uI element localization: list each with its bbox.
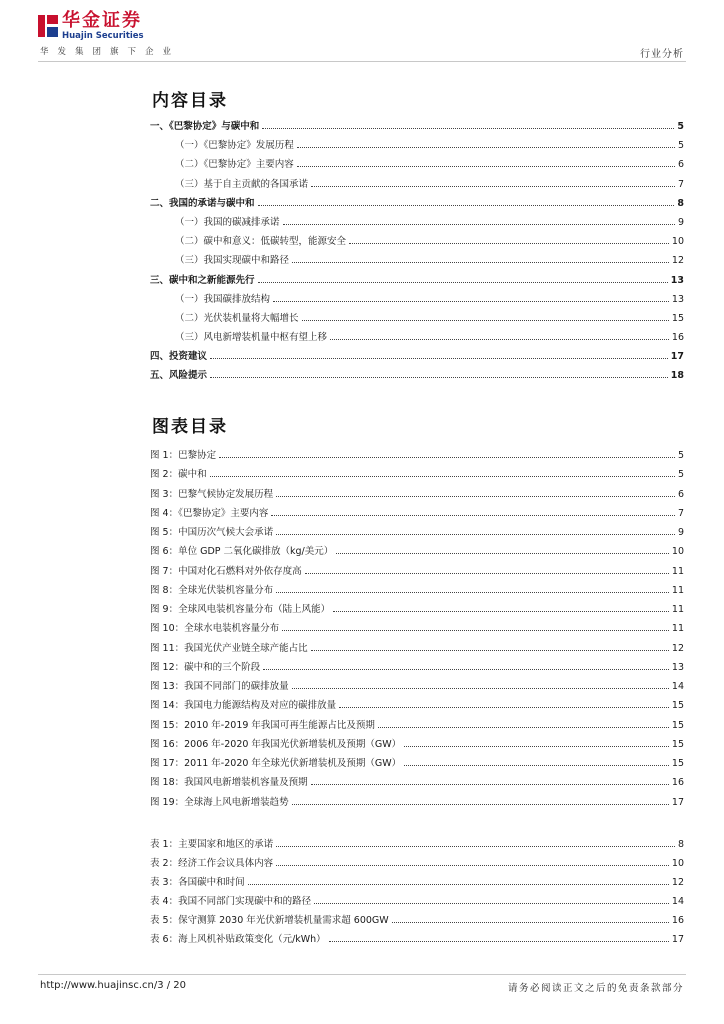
figure-entry[interactable] [150, 562, 684, 581]
toc-entry[interactable] [150, 251, 684, 270]
dot-leader [311, 784, 669, 785]
dot-leader [276, 496, 675, 497]
figure-entry-page-number: 17 [671, 796, 684, 808]
toc-entry[interactable] [150, 271, 684, 290]
dot-leader [210, 476, 675, 477]
figure-entry[interactable] [150, 504, 684, 523]
toc-entry-label: （一）《巴黎协定》发展历程 [175, 140, 294, 152]
figure-entry[interactable] [150, 677, 684, 696]
toc-entry-label: （二）《巴黎协定》主要内容 [175, 159, 294, 171]
toc-entry[interactable] [150, 117, 684, 136]
dot-leader [392, 922, 669, 923]
dot-leader [305, 573, 669, 574]
table-entry[interactable] [150, 930, 684, 949]
figure-entry-label: 图 6：单位 GDP 二氧化碳排放（kg/美元） [150, 546, 334, 558]
dot-leader [283, 224, 675, 225]
figures-list [150, 446, 684, 812]
toc-entry-page-number: 7 [677, 178, 684, 190]
footer-divider [38, 974, 686, 975]
table-entry-label: 表 3：各国碳中和时间 [150, 877, 245, 889]
toc-entry[interactable] [150, 136, 684, 155]
figure-entry[interactable] [150, 465, 684, 484]
figure-entry-label: 图 18：我国风电新增装机容量及预期 [150, 777, 308, 789]
figure-entry-page-number: 10 [671, 546, 684, 558]
dot-leader [378, 727, 669, 728]
figure-entry-label: 图 2：碳中和 [150, 469, 207, 481]
table-entry[interactable] [150, 854, 684, 873]
dot-leader [404, 746, 669, 747]
footer-disclaimer: 请务必阅读正文之后的免责条款部分 [507, 983, 684, 994]
figure-entry-page-number: 15 [671, 738, 684, 750]
toc-entry[interactable] [150, 366, 684, 385]
figure-entry-page-number: 6 [677, 488, 684, 500]
table-entry-label: 表 2：经济工作会议具体内容 [150, 858, 274, 870]
figure-entry[interactable] [150, 639, 684, 658]
dot-leader [276, 534, 675, 535]
toc-entry[interactable] [150, 213, 684, 232]
dot-leader [297, 147, 675, 148]
dot-leader [311, 650, 669, 651]
table-entry-page-number: 17 [671, 934, 684, 946]
figure-entry[interactable] [150, 658, 684, 677]
dot-leader [276, 865, 669, 866]
figure-entry-page-number: 11 [671, 623, 684, 635]
dot-leader [210, 358, 668, 359]
tables-list [150, 835, 684, 950]
figure-entry-page-number: 5 [677, 450, 684, 461]
table-entry[interactable] [150, 911, 684, 930]
figure-entry-label: 图 17：2011 年-2020 年全球光伏新增装机及预期（GW） [150, 758, 402, 769]
figure-entry-page-number: 11 [671, 584, 684, 596]
dot-leader [276, 592, 669, 593]
toc-entry-label: （三）我国实现碳中和路径 [175, 255, 290, 267]
toc-entry[interactable] [150, 175, 684, 194]
toc-entry-page-number: 5 [677, 121, 684, 132]
figure-entry[interactable] [150, 581, 684, 600]
dot-leader [219, 457, 675, 458]
dot-leader [292, 688, 669, 689]
report-category: 行业分析 [640, 49, 684, 60]
toc-entry-page-number: 5 [677, 140, 684, 152]
figure-entry[interactable] [150, 735, 684, 754]
dot-leader [333, 611, 669, 612]
dot-leader [273, 301, 669, 302]
toc-entry-label: （三）基于自主贡献的各国承诺 [175, 178, 309, 190]
table-entry-label: 表 4：我国不同部门实现碳中和的路径 [150, 896, 312, 908]
figure-entry-label: 图 14：我国电力能源结构及对应的碳排放量 [150, 700, 337, 712]
toc-entry[interactable] [150, 194, 684, 213]
table-entry-label: 表 5：保守测算 2030 年光伏新增装机量需求超 600GW [150, 915, 389, 927]
dot-leader [329, 941, 669, 942]
figure-entry-page-number: 13 [671, 661, 684, 673]
toc-entry-label: （三）风电新增装机量中枢有望上移 [175, 332, 328, 344]
toc-entry-label: （一）我国的碳减排承诺 [175, 216, 280, 228]
figure-entry-label: 图 13：我国不同部门的碳排放量 [150, 681, 289, 692]
logo-mark-icon [38, 15, 58, 37]
dot-leader [258, 282, 668, 283]
table-entry-page-number: 8 [677, 839, 684, 850]
figure-entry[interactable] [150, 446, 684, 465]
dot-leader [330, 339, 669, 340]
dot-leader [271, 515, 675, 516]
table-entry-label: 表 1：主要国家和地区的承诺 [150, 839, 274, 850]
logo-name-en: Huajin Securities [62, 31, 144, 41]
figure-entry[interactable] [150, 523, 684, 542]
logo-name-cn: 华金证券 [62, 10, 142, 31]
table-entry[interactable] [150, 873, 684, 892]
figure-entry-label: 图 19：全球海上风电新增装趋势 [150, 796, 289, 808]
table-entry-page-number: 10 [671, 858, 684, 870]
figure-entry[interactable] [150, 485, 684, 504]
figure-entry-page-number: 7 [677, 507, 684, 519]
company-logo [38, 12, 144, 41]
figure-entry[interactable] [150, 716, 684, 735]
figure-entry-label: 图 12：碳中和的三个阶段 [150, 661, 261, 673]
figure-entry-label: 图 9：全球风电装机容量分布（陆上风能） [150, 604, 331, 615]
dot-leader [276, 846, 675, 847]
dot-leader [263, 669, 669, 670]
figure-entry-page-number: 12 [671, 642, 684, 654]
table-entry-label: 表 6：海上风机补贴政策变化（元/kWh） [150, 934, 326, 946]
dot-leader [292, 262, 669, 263]
toc-entry-label: （一）我国碳排放结构 [175, 293, 271, 305]
dot-leader [404, 765, 669, 766]
dot-leader [349, 243, 669, 244]
dot-leader [262, 128, 674, 129]
group-tagline: 华发集团旗下企业 [40, 47, 181, 57]
figure-entry-label: 图 15：2010 年-2019 年我国可再生能源占比及预期 [150, 719, 375, 731]
dot-leader [314, 903, 669, 904]
dot-leader [258, 205, 675, 206]
toc-entry[interactable] [150, 155, 684, 174]
toc-entry-label: 一、《巴黎协定》与碳中和 [150, 121, 260, 132]
toc-entry-label: 四、投资建议 [150, 351, 208, 363]
dot-leader [292, 804, 669, 805]
figure-entry-page-number: 11 [671, 604, 684, 615]
toc-entry-page-number: 18 [670, 370, 684, 382]
toc-entry[interactable] [150, 309, 684, 328]
figure-entry-page-number: 14 [671, 681, 684, 692]
figure-entry-label: 图 1：巴黎协定 [150, 450, 217, 461]
toc-entry-label: （二）碳中和意义：低碳转型，能源安全 [175, 236, 347, 248]
toc-entry-page-number: 16 [671, 332, 684, 344]
table-entry-page-number: 14 [671, 896, 684, 908]
toc-entry-page-number: 12 [671, 255, 684, 267]
figure-entry[interactable] [150, 754, 684, 773]
table-entry[interactable] [150, 892, 684, 911]
dot-leader [339, 707, 669, 708]
figure-entry-label: 图 10：全球水电装机容量分布 [150, 623, 280, 635]
figure-entry-page-number: 9 [677, 527, 684, 538]
table-entry-page-number: 12 [671, 877, 684, 889]
contents-list [150, 117, 684, 386]
contents-title: 内容目录 [152, 91, 228, 111]
table-entry-page-number: 16 [671, 915, 684, 927]
dot-leader [248, 884, 669, 885]
dot-leader [297, 166, 675, 167]
footer-url[interactable]: http://www.huajinsc.cn/3 / 20 [40, 980, 187, 991]
figures-title: 图表目录 [152, 417, 228, 437]
figure-entry-label: 图 4：《巴黎协定》主要内容 [150, 507, 269, 519]
figure-entry-page-number: 16 [671, 777, 684, 789]
toc-entry-label: 五、风险提示 [150, 370, 208, 382]
figure-entry[interactable] [150, 542, 684, 561]
figure-entry-page-number: 5 [677, 469, 684, 481]
figure-entry-label: 图 11：我国光伏产业链全球产能占比 [150, 642, 308, 654]
toc-entry[interactable] [150, 328, 684, 347]
figure-entry[interactable] [150, 773, 684, 792]
toc-entry[interactable] [150, 290, 684, 309]
toc-entry-page-number: 10 [671, 236, 684, 248]
figure-entry-label: 图 5：中国历次气候大会承诺 [150, 527, 274, 538]
toc-entry-page-number: 13 [671, 293, 684, 305]
toc-entry-label: 三、碳中和之新能源先行 [150, 274, 255, 286]
figure-entry[interactable] [150, 793, 684, 812]
figure-entry-page-number: 15 [671, 758, 684, 769]
table-entry[interactable] [150, 835, 684, 854]
header-divider [38, 61, 686, 62]
figure-entry-page-number: 15 [671, 700, 684, 712]
figure-entry-label: 图 3：巴黎气候协定发展历程 [150, 488, 274, 500]
figure-entry[interactable] [150, 619, 684, 638]
toc-entry-page-number: 17 [670, 351, 684, 363]
toc-entry-page-number: 8 [677, 197, 684, 209]
toc-entry[interactable] [150, 347, 684, 366]
dot-leader [311, 186, 675, 187]
figure-entry-page-number: 15 [671, 719, 684, 731]
figure-entry-label: 图 16：2006 年-2020 年我国光伏新增装机及预期（GW） [150, 738, 402, 750]
figure-entry-label: 图 7：中国对化石燃料对外依存度高 [150, 565, 302, 577]
figure-entry[interactable] [150, 600, 684, 619]
dot-leader [302, 320, 669, 321]
figure-entry-page-number: 11 [671, 565, 684, 577]
toc-entry-page-number: 9 [677, 216, 684, 228]
toc-entry-page-number: 6 [677, 159, 684, 171]
dot-leader [282, 630, 669, 631]
toc-entry[interactable] [150, 232, 684, 251]
toc-entry-page-number: 13 [670, 274, 684, 286]
toc-entry-label: （二）光伏装机量将大幅增长 [175, 312, 299, 324]
figure-entry[interactable] [150, 696, 684, 715]
dot-leader [336, 553, 669, 554]
figure-entry-label: 图 8：全球光伏装机容量分布 [150, 584, 274, 596]
toc-entry-label: 二、我国的承诺与碳中和 [150, 197, 255, 209]
dot-leader [210, 377, 668, 378]
toc-entry-page-number: 15 [671, 312, 684, 324]
